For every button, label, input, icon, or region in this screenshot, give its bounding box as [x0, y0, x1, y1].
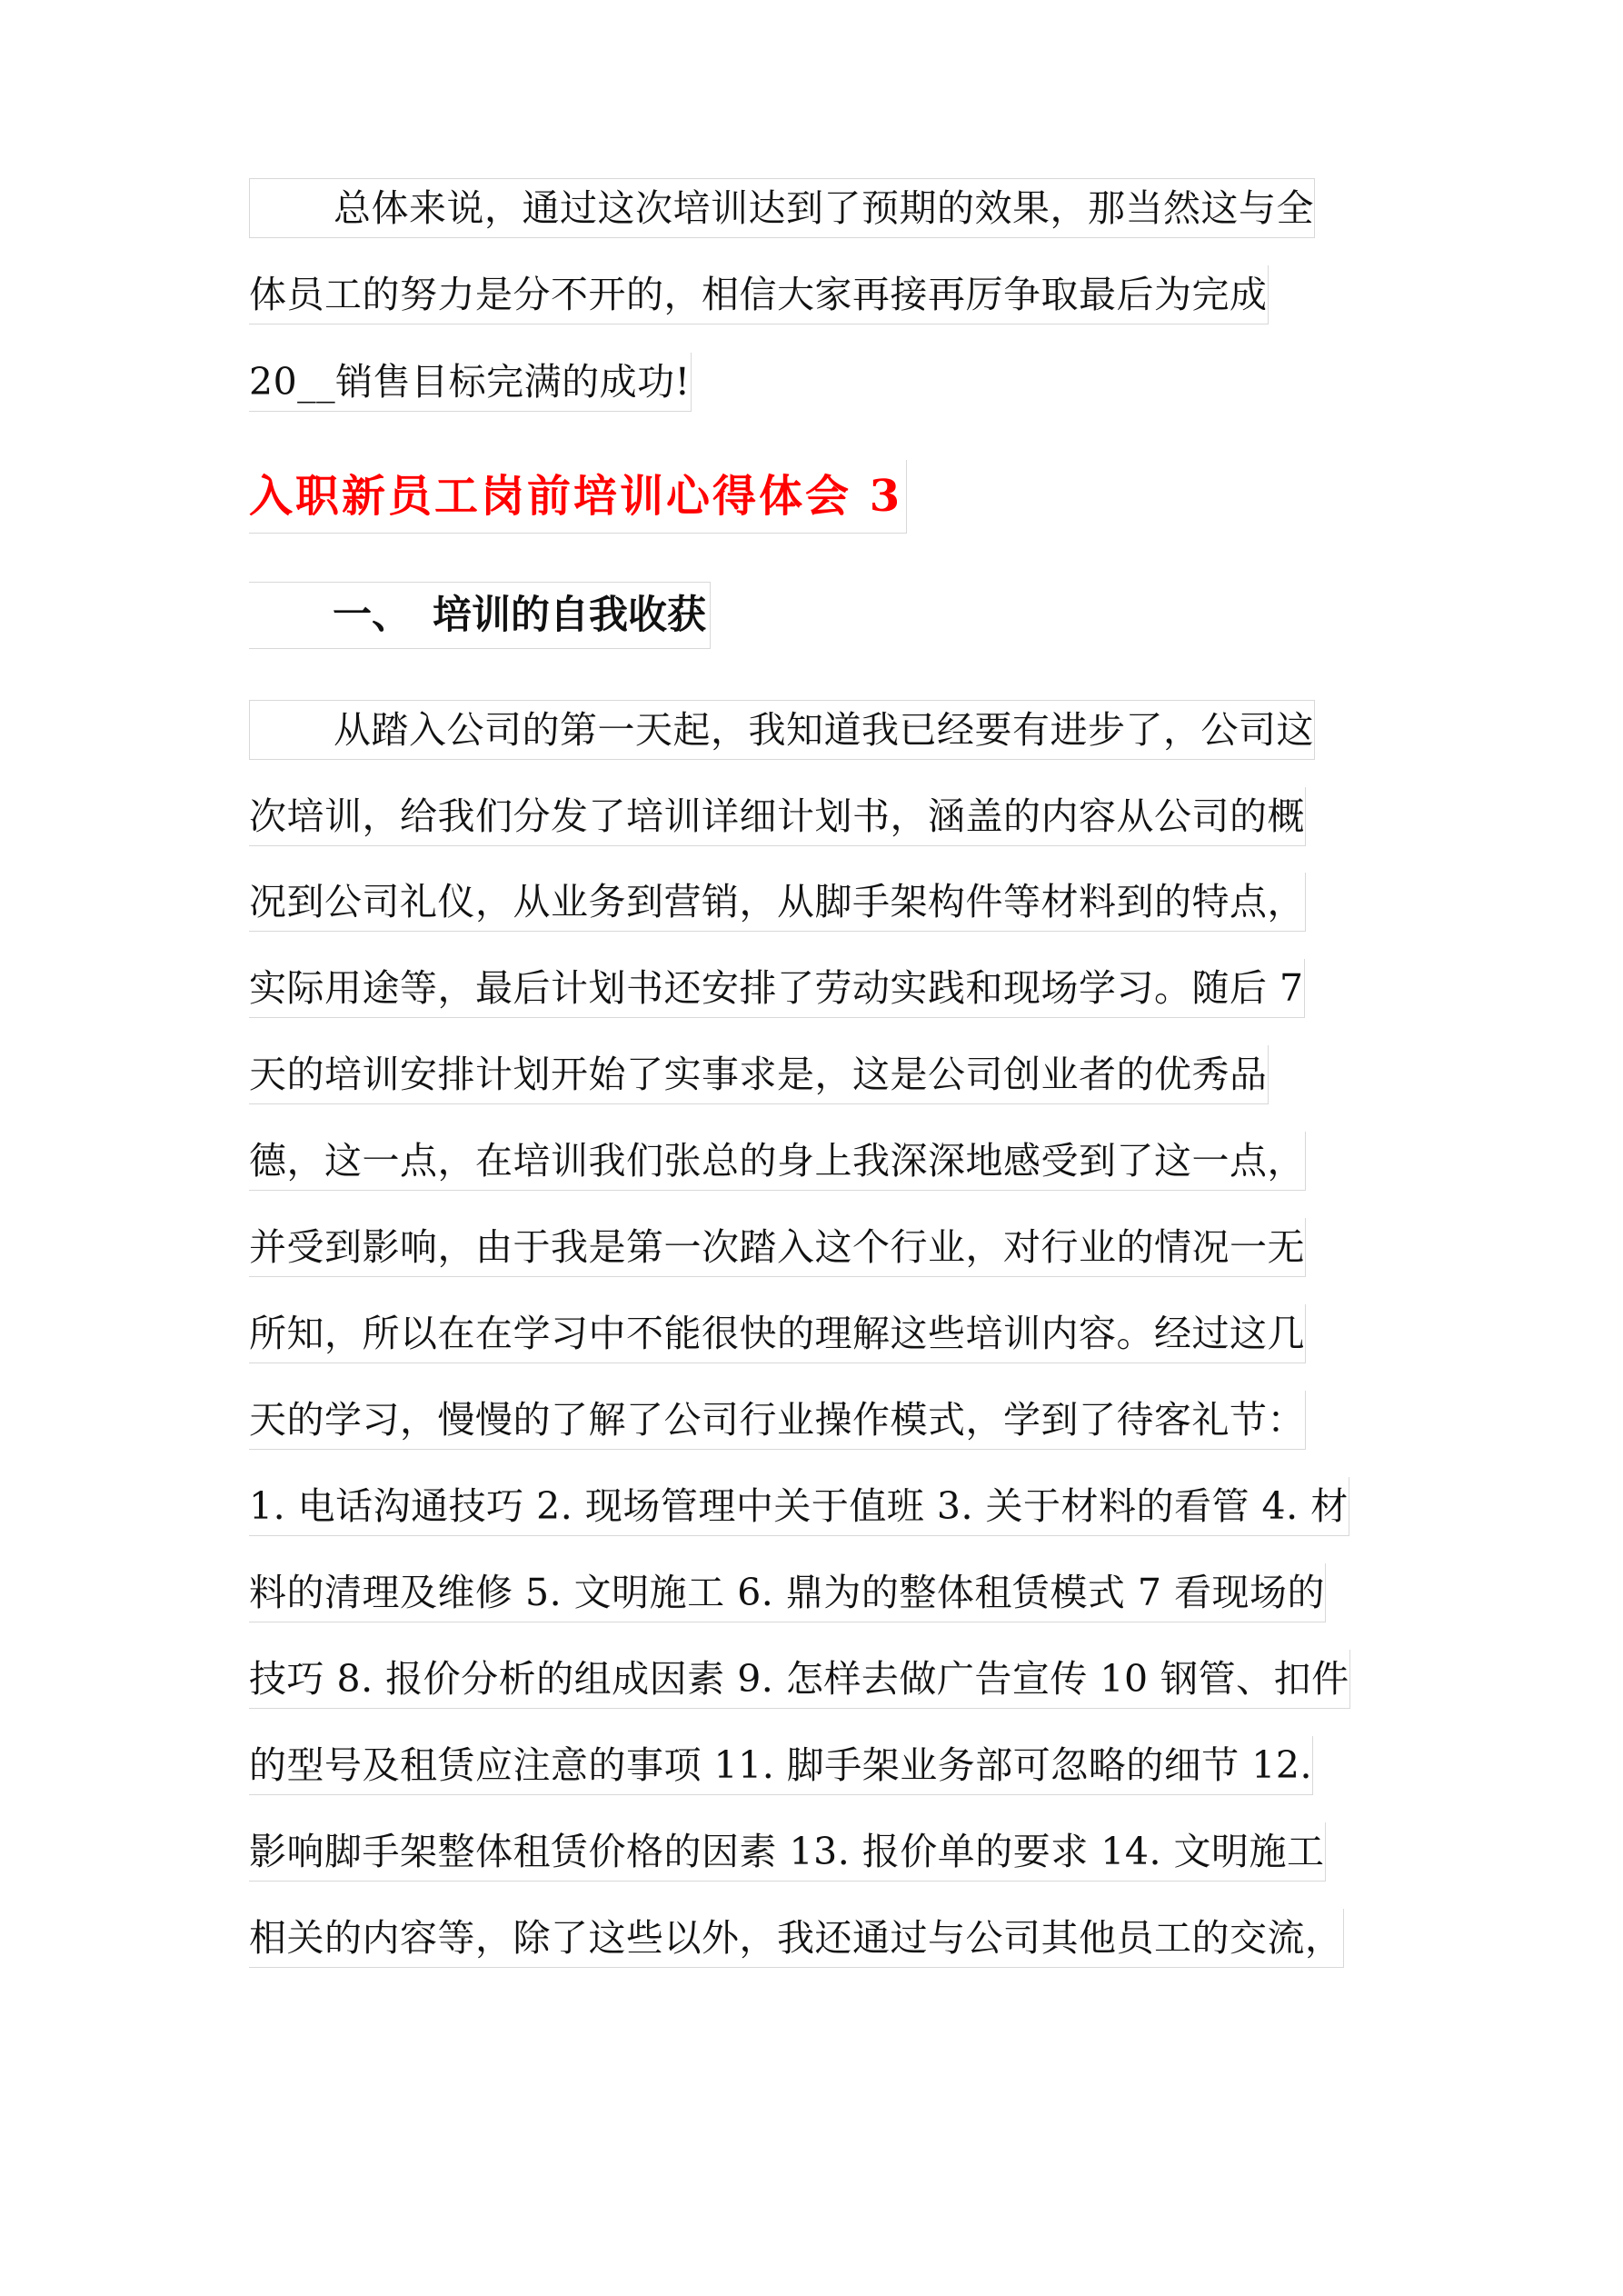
document-title: 入职新员工岗前培训心得体会 3 [249, 460, 907, 534]
paragraph-line: 料的清理及维修 5. 文明施工 6. 鼎为的整体租赁模式 7 看现场的 [249, 1563, 1326, 1622]
paragraph-line: 从踏入公司的第一天起，我知道我已经要有进步了，公司这 [249, 700, 1315, 760]
paragraph-line: 技巧 8. 报价分析的组成因素 9. 怎样去做广告宣传 10 钢管、扣件 [249, 1650, 1350, 1709]
paragraph-line: 的型号及租赁应注意的事项 11. 脚手架业务部可忽略的细节 12. [249, 1736, 1313, 1795]
paragraph-line: 影响脚手架整体租赁价格的因素 13. 报价单的要求 14. 文明施工 [249, 1822, 1326, 1882]
paragraph-line: 况到公司礼仪，从业务到营销，从脚手架构件等材料到的特点， [249, 873, 1306, 932]
paragraph-line: 德，这一点，在培训我们张总的身上我深深地感受到了这一点， [249, 1132, 1306, 1191]
paragraph-line: 20__销售目标完满的成功! [249, 353, 692, 412]
section-heading [249, 582, 711, 649]
section-number: 一、 [333, 593, 411, 638]
paragraph-line: 天的培训安排计划开始了实事求是，这是公司创业者的优秀品 [249, 1045, 1269, 1104]
paragraph-line: 体员工的努力是分不开的，相信大家再接再厉争取最后为完成 [249, 265, 1269, 324]
paragraph-line: 天的学习，慢慢的了解了公司行业操作模式，学到了待客礼节： [249, 1391, 1306, 1450]
section-heading-text: 培训的自我收获 [433, 593, 706, 638]
paragraph-line: 总体来说，通过这次培训达到了预期的效果，那当然这与全 [249, 178, 1315, 238]
paragraph-line: 1. 电话沟通技巧 2. 现场管理中关于值班 3. 关于材料的看管 4. 材 [249, 1477, 1349, 1536]
paragraph-line: 相关的内容等，除了这些以外，我还通过与公司其他员工的交流， [249, 1909, 1344, 1968]
paragraph-line: 并受到影响，由于我是第一次踏入这个行业，对行业的情况一无 [249, 1218, 1306, 1277]
paragraph-line: 所知，所以在在学习中不能很快的理解这些培训内容。经过这几 [249, 1304, 1306, 1363]
paragraph-line: 次培训，给我们分发了培训详细计划书，涵盖的内容从公司的概 [249, 787, 1306, 846]
paragraph-line: 实际用途等，最后计划书还安排了劳动实践和现场学习。随后 7 [249, 959, 1305, 1018]
